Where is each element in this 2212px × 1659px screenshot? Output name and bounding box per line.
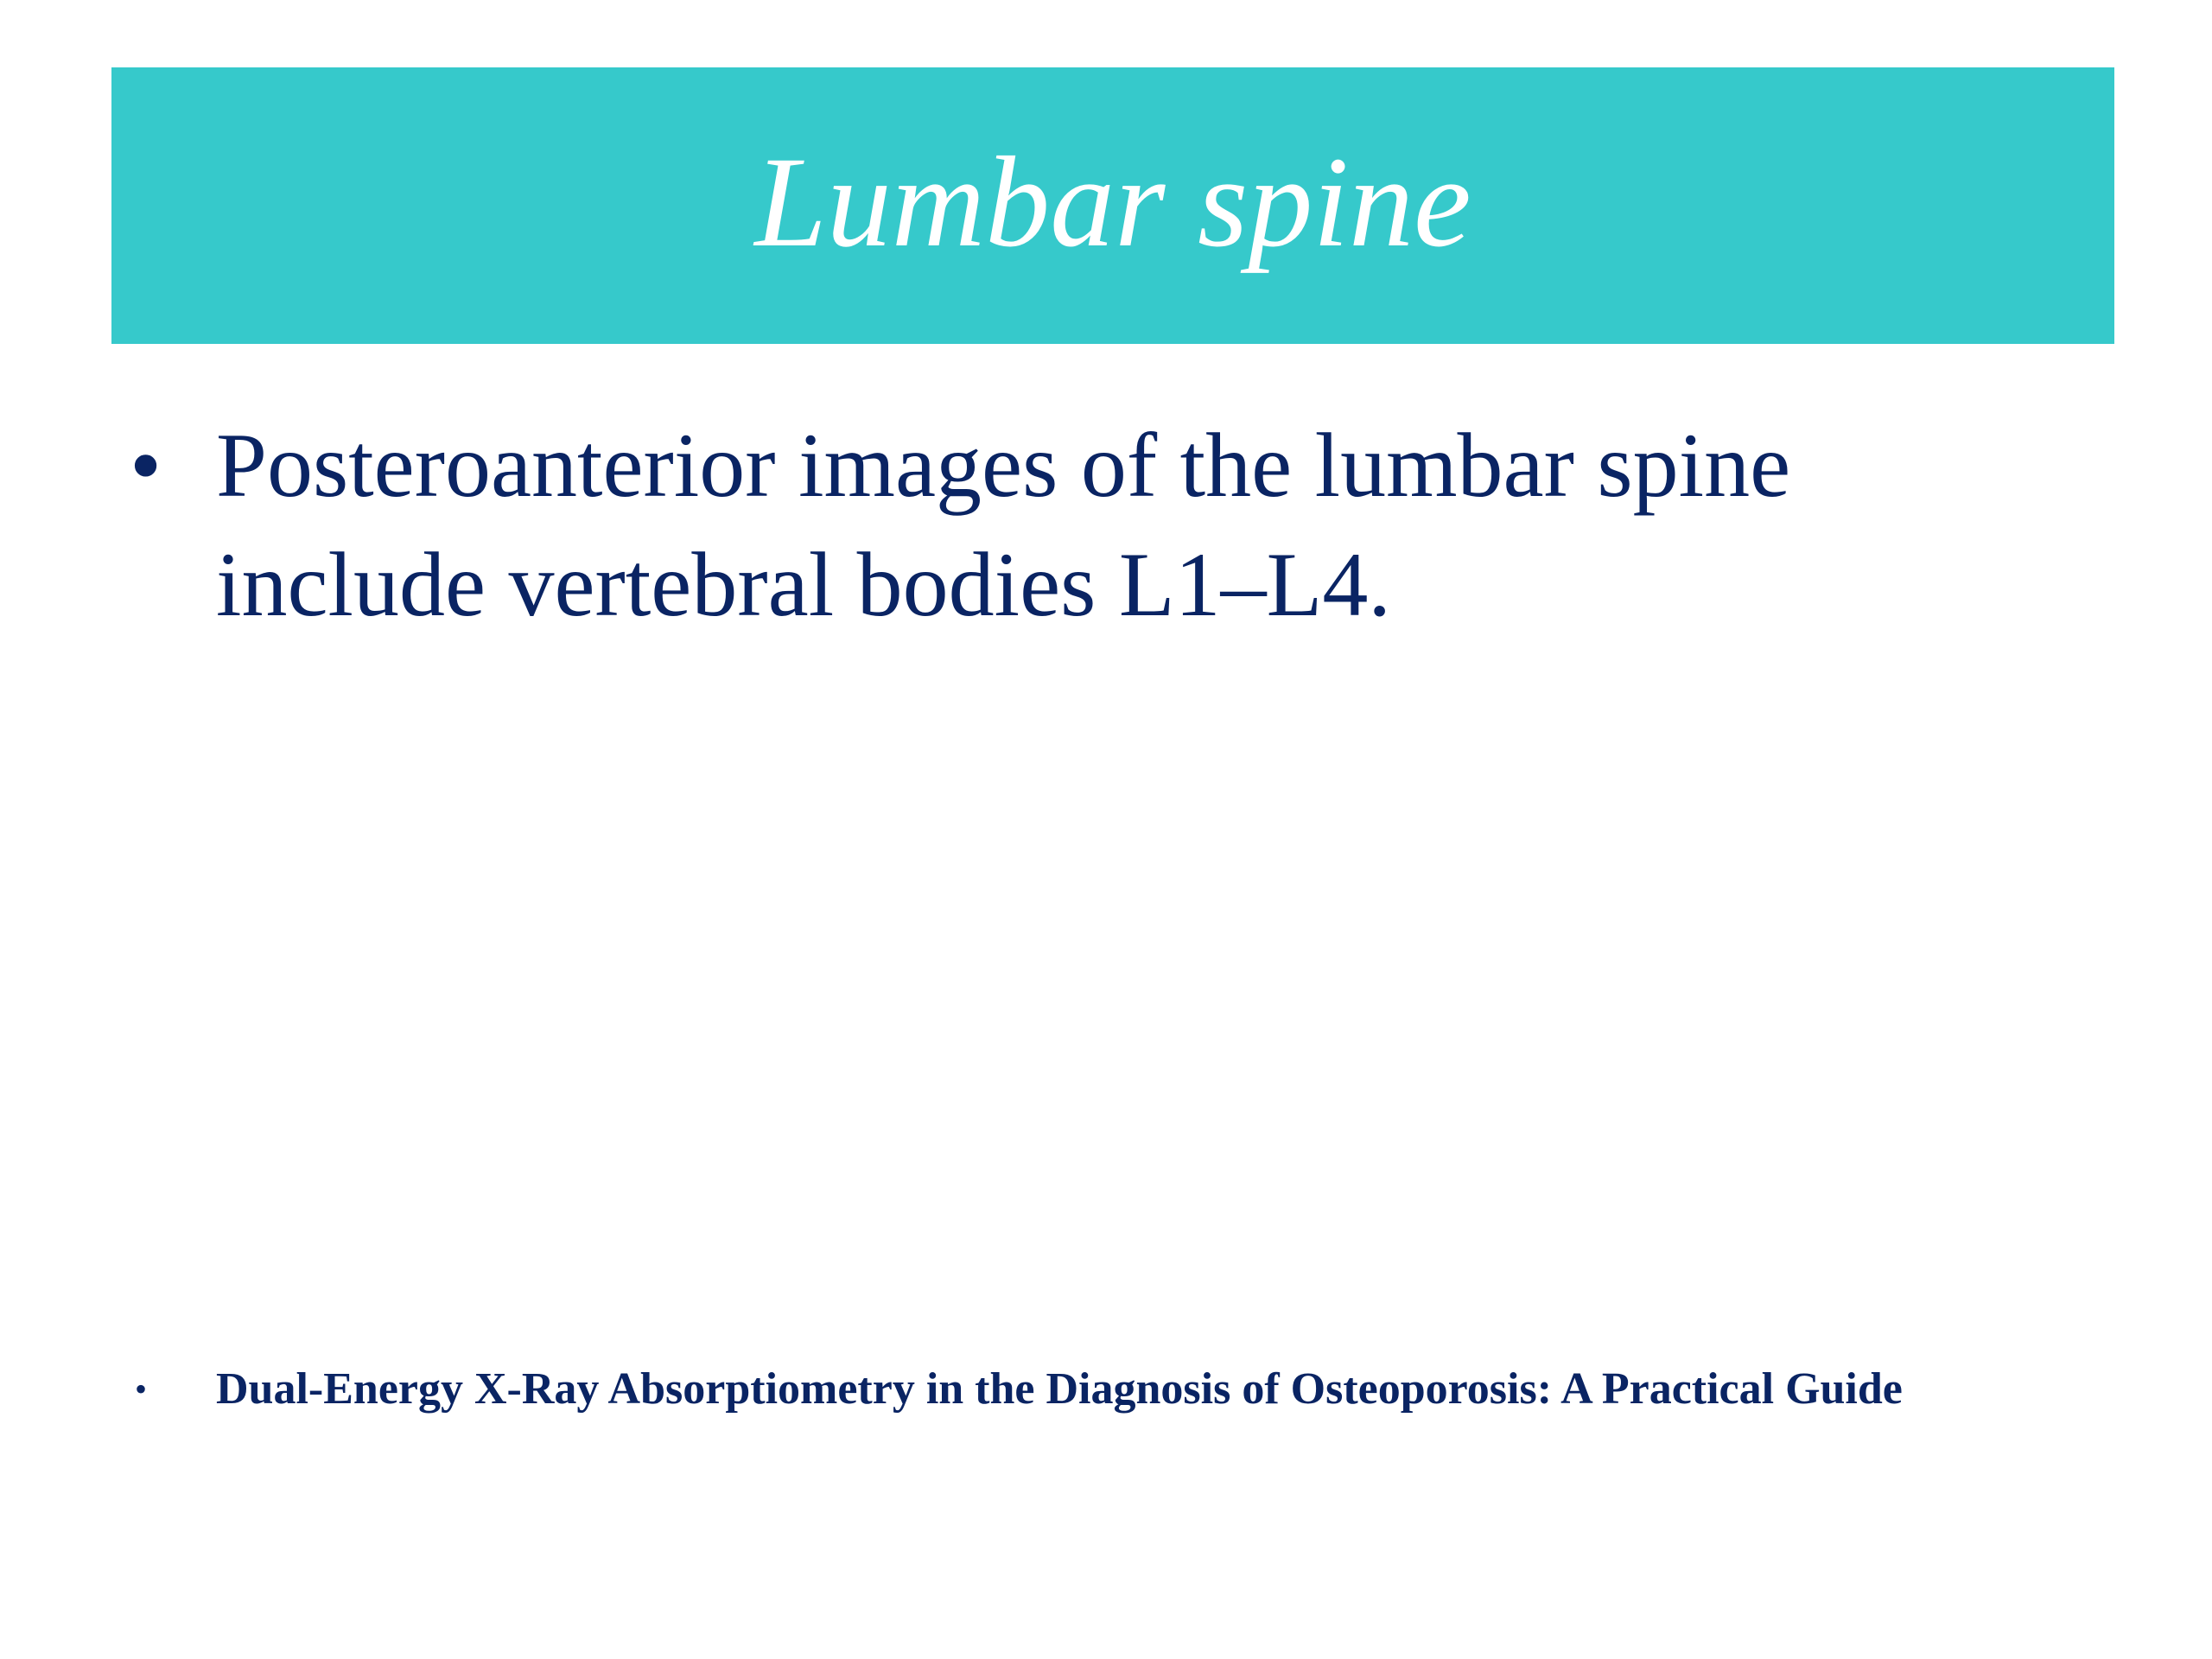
source-citation xyxy=(130,1361,2117,1418)
citation-marker: • xyxy=(135,1370,148,1408)
slide-title-bar xyxy=(111,67,2114,344)
bullet-item xyxy=(130,406,2082,645)
slide-title: Lumbar spine xyxy=(754,130,1471,274)
bullet-text: Posteroanterior images of the lumbar spine include vertebral bodies L1–L4. xyxy=(216,415,1791,635)
bullet-marker: • xyxy=(130,415,162,516)
citation-text: Dual-Energy X-Ray Absorptiometry in the Diagnosis of Osteoporosis: A Practical Guide xyxy=(216,1364,1903,1414)
bullet-list xyxy=(130,406,2082,645)
